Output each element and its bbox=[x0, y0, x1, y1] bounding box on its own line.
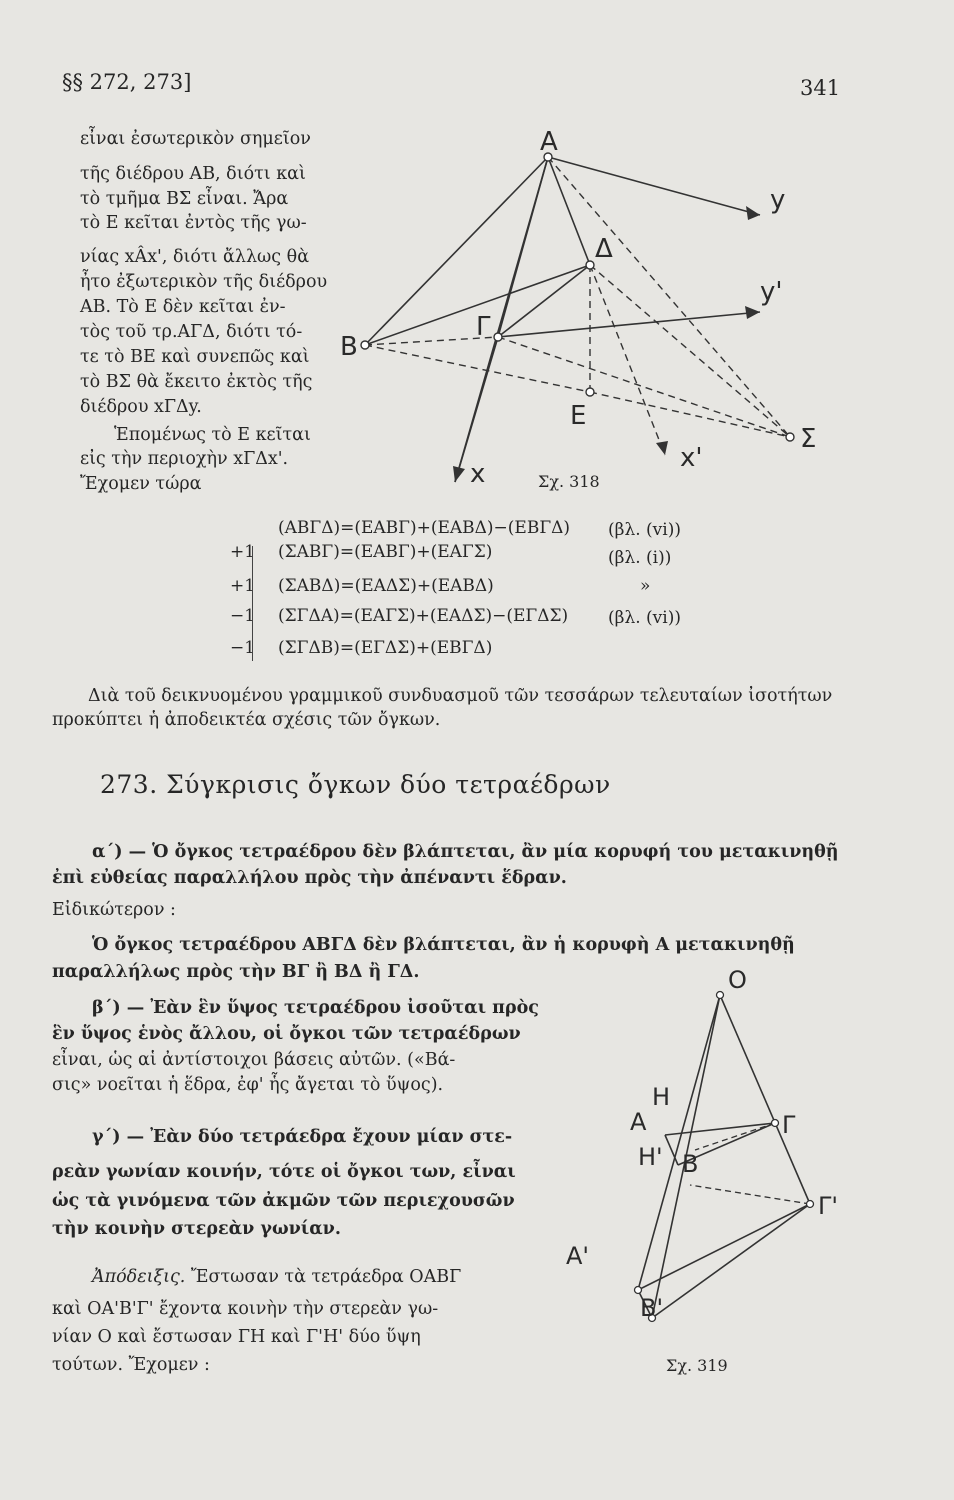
specifically-label: Εἰδικώτερον : bbox=[52, 900, 176, 920]
text-line: τῆς διέδρου ΑΒ, διότι καὶ bbox=[80, 164, 306, 184]
label-e: E bbox=[570, 401, 587, 431]
equation-sign: −1 bbox=[230, 638, 256, 658]
proposition-a2-line: παραλλήλως πρὸς τὴν ΒΓ ἢ ΒΔ ἢ ΓΔ. bbox=[52, 962, 420, 982]
vertex-o bbox=[717, 992, 724, 999]
vertex-gp bbox=[807, 1201, 814, 1208]
figure-318-caption: Σχ. 318 bbox=[538, 472, 600, 491]
proof-line: καὶ ΟΑ'Β'Γ' ἔχοντα κοινὴν τὴν στερεὰν γω- bbox=[52, 1299, 439, 1319]
proof-line bbox=[92, 1265, 461, 1289]
equation-text: (ΣΑΒΓ)=(ΕΑΒΓ)+(ΕΑΓΣ) bbox=[278, 542, 493, 562]
text-line: ΑΒ. Τὸ Ε δὲν κεῖται ἐν- bbox=[80, 297, 286, 317]
line-es bbox=[590, 392, 790, 437]
section-number: 273. bbox=[100, 770, 158, 799]
edge-bpgp bbox=[652, 1204, 810, 1318]
arrow-yp bbox=[745, 306, 760, 319]
section-heading bbox=[100, 770, 611, 799]
label-s: Σ bbox=[800, 424, 817, 454]
equation-text: (ΑΒΓΔ)=(ΕΑΒΓ)+(ΕΑΒΔ)−(ΕΒΓΔ) bbox=[278, 518, 571, 538]
label-x: x bbox=[470, 459, 486, 489]
height-gphp bbox=[690, 1185, 810, 1204]
label-h: H bbox=[652, 1083, 671, 1111]
label-hp: H' bbox=[638, 1143, 663, 1171]
text-line: Ἑπομένως τὸ Ε κεῖται bbox=[114, 425, 311, 445]
point-s bbox=[786, 433, 794, 441]
equation-text: (ΣΓΔΑ)=(ΕΑΓΣ)+(ΕΑΔΣ)−(ΕΓΔΣ) bbox=[278, 606, 569, 626]
label-gp: Γ' bbox=[818, 1192, 838, 1220]
label-b: B bbox=[682, 1150, 699, 1178]
text-line: τὸς τοῦ τρ.ΑΓΔ, διότι τό- bbox=[80, 322, 303, 342]
section-reference: §§ 272, 273] bbox=[62, 70, 192, 94]
arrow-y bbox=[746, 206, 760, 220]
proposition-b-line: σις» νοεῖται ἡ ἕδρα, ἐφ' ἧς ἄγεται τὸ ὕψος). bbox=[52, 1075, 444, 1095]
label-y: y bbox=[770, 185, 786, 215]
proposition-b-line: β΄) — Ἐὰν ἓν ὕψος τετραέδρου ἰσοῦται πρὸς bbox=[92, 998, 539, 1018]
vertex-ap bbox=[635, 1287, 642, 1294]
equation-brace bbox=[252, 546, 263, 661]
arrow-xp bbox=[656, 441, 668, 455]
edge-gd bbox=[498, 265, 590, 337]
proof-line: νίαν Ο καὶ ἔστωσαν ΓΗ καὶ Γ'Η' δύο ὕψη bbox=[52, 1327, 421, 1347]
vertex-g bbox=[772, 1120, 779, 1127]
label-g: Γ bbox=[782, 1111, 796, 1139]
vertex-g bbox=[494, 333, 502, 341]
proof-line: τούτων. Ἔχομεν : bbox=[52, 1355, 210, 1375]
vertex-d bbox=[586, 261, 594, 269]
equation-ref: (βλ. (vi)) bbox=[608, 608, 681, 628]
proposition-c-line: τὴν κοινὴν στερεὰν γωνίαν. bbox=[52, 1219, 341, 1239]
text-line: τὸ ΒΣ θὰ ἔκειτο ἐκτὸς τῆς bbox=[80, 372, 313, 392]
proposition-b-line: εἶναι, ὡς αἱ ἀντίστοιχοι βάσεις αὐτῶν. («Βά- bbox=[52, 1050, 456, 1070]
equation-sign: +1 bbox=[230, 576, 256, 596]
equation-text: (ΣΑΒΔ)=(ΕΑΔΣ)+(ΕΑΒΔ) bbox=[278, 576, 494, 596]
section-title: Σύγκρισις ὄγκων δύο τετραέδρων bbox=[166, 770, 611, 799]
proposition-c-line: ὡς τὰ γινόμενα τῶν ἀκμῶν τῶν περιεχουσῶν bbox=[52, 1191, 515, 1211]
equation-row bbox=[278, 518, 570, 538]
proposition-a-line: α΄) — Ὁ ὄγκος τετραέδρου δὲν βλάπτεται, ἂν μία κορυφή του μετακινηθῇ bbox=[92, 842, 839, 862]
equation-ref: (βλ. (vi)) bbox=[608, 520, 681, 540]
equation-ref: » bbox=[640, 576, 651, 596]
text-line: εἰς τὴν περιοχὴν xΓΔx'. bbox=[80, 449, 289, 469]
text-line: τὸ Ε κεῖται ἐντὸς τῆς γω- bbox=[80, 213, 307, 233]
label-yp: y' bbox=[760, 277, 783, 307]
page-number: 341 bbox=[800, 76, 841, 100]
label-a: A bbox=[630, 1108, 647, 1136]
text-line: διέδρου xΓΔy. bbox=[80, 397, 202, 417]
text-line: ἦτο ἐξωτερικὸν τῆς διέδρου bbox=[80, 272, 328, 292]
label-g: Γ bbox=[476, 312, 491, 342]
label-o: O bbox=[728, 966, 747, 994]
edge-ag bbox=[665, 1123, 775, 1135]
conclusion-line: προκύπτει ἡ ἀποδεικτέα σχέσις τῶν ὄγκων. bbox=[52, 710, 441, 730]
equation-text: (ΣΓΔΒ)=(ΕΓΔΣ)+(ΕΒΓΔ) bbox=[278, 638, 493, 658]
ray-y bbox=[548, 157, 760, 215]
ray-xp bbox=[590, 265, 665, 455]
edge-og bbox=[720, 995, 810, 1204]
arrow-x bbox=[453, 466, 465, 482]
ray-yp bbox=[498, 312, 760, 337]
equation-sign: +1 bbox=[230, 542, 256, 562]
line-be bbox=[365, 345, 590, 392]
text-line: νίας xÂx', διότι ἄλλως θὰ bbox=[80, 247, 310, 267]
proposition-a2-line: Ὁ ὄγκος τετραέδρου ΑΒΓΔ δὲν βλάπτεται, ἂν ἡ κορυφὴ Α μετακινηθῇ bbox=[92, 935, 795, 955]
proposition-c-line: ρεὰν γωνίαν κοινήν, τότε οἱ ὄγκοι των, εἶναι bbox=[52, 1162, 516, 1182]
equation-ref: (βλ. (i)) bbox=[608, 548, 672, 568]
proposition-b-line: ἓν ὕψος ἑνὸς ἄλλου, οἱ ὄγκοι τῶν τετραέδρων bbox=[52, 1024, 521, 1044]
label-bp: B' bbox=[640, 1294, 664, 1322]
figure-318 bbox=[330, 127, 830, 500]
edge-apgp bbox=[638, 1204, 810, 1290]
equation-sign: −1 bbox=[230, 606, 256, 626]
proposition-a-line: ἐπὶ εὐθείας παραλλήλου πρὸς τὴν ἀπέναντι ἕδραν. bbox=[52, 868, 567, 888]
conclusion-line: Διὰ τοῦ δεικνυομένου γραμμικοῦ συνδυασμοῦ τῶν τεσσάρων τελευταίων ἰσοτήτων bbox=[88, 686, 833, 706]
proposition-c-line: γ΄) — Ἐὰν δύο τετράεδρα ἔχουν μίαν στε- bbox=[92, 1127, 513, 1147]
label-a: A bbox=[540, 127, 558, 157]
text-line: εἶναι ἐσωτερικὸν σημεῖον bbox=[80, 129, 311, 149]
text-line: τε τὸ ΒΕ καὶ συνεπῶς καὶ bbox=[80, 347, 310, 367]
text-line: Ἔχομεν τώρα bbox=[80, 474, 202, 494]
label-xp: x' bbox=[680, 443, 703, 473]
label-d: Δ bbox=[595, 234, 613, 264]
figure-319 bbox=[566, 960, 850, 1330]
point-e bbox=[586, 388, 594, 396]
figure-319-caption: Σχ. 319 bbox=[666, 1356, 728, 1375]
edge-ab bbox=[665, 1135, 678, 1165]
label-b: B bbox=[340, 332, 358, 362]
edge-ad bbox=[548, 157, 590, 265]
proof-label: Ἀπόδειξις. bbox=[92, 1267, 186, 1287]
text-line: τὸ τμῆμα ΒΣ εἶναι. Ἄρα bbox=[80, 189, 289, 209]
label-ap: A' bbox=[566, 1242, 590, 1270]
vertex-b bbox=[361, 341, 369, 349]
proof-text: Ἔστωσαν τὰ τετράεδρα ΟΑΒΓ bbox=[190, 1267, 462, 1287]
